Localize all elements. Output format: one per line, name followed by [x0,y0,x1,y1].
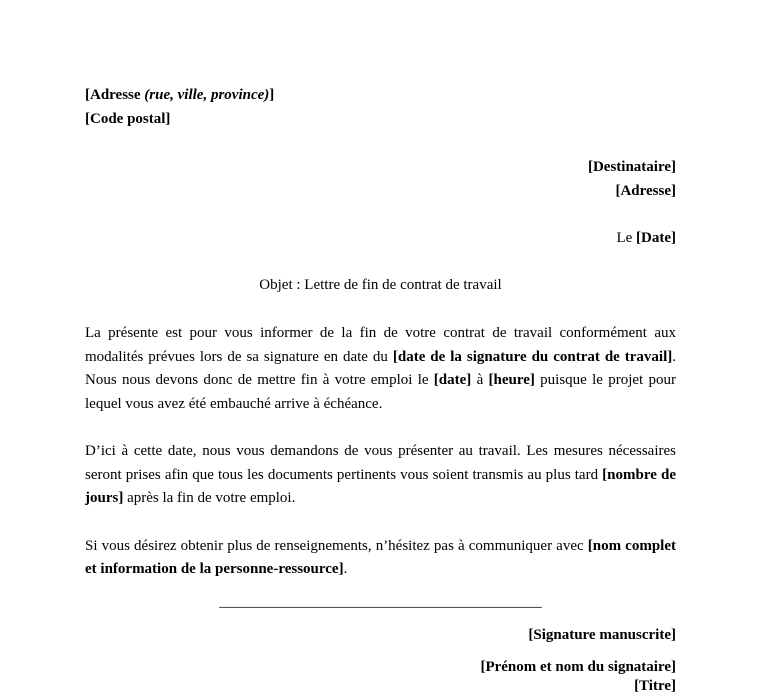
recipient-block [85,156,676,203]
recipient-name-placeholder: [Destinataire] [587,159,676,175]
text-run: . Nous nous devons donc de mettre fin à votre emploi le [85,348,677,388]
sender-address-detail-placeholder: (rue, ville, province) [144,87,270,103]
text-run: puisque le projet pour lequel vous avez été embauché arrive à échéance. [85,372,676,412]
text-run: La présente est pour vous informer de la fin de votre contrat de travail conformément aux modalités prévues lors de sa signature en date du [85,325,676,365]
recipient-address-placeholder: [Adresse] [615,182,676,199]
contract-signature-date-placeholder: [date de la signature du contrat de travail] [392,348,673,365]
end-date-placeholder: [date] [433,372,472,388]
sender-address-line [85,84,676,108]
body-paragraph-2 [85,440,676,511]
text-run: à [471,372,489,388]
body-paragraph-1 [85,322,676,416]
date-prefix: Le [616,230,637,246]
signatory-block [85,658,676,696]
signatory-title-placeholder: [Titre] [634,677,676,694]
sender-postal-code: [Code postal] [85,110,171,127]
subject-line: Objet : Lettre de fin de contrat de travail [259,276,502,293]
date-placeholder: [Date] [636,230,676,246]
date-line [85,227,676,251]
sender-address-suffix: ] [269,87,275,103]
text-run: . [343,561,348,577]
sender-address-prefix: [Adresse [85,87,145,103]
text-run: après la fin de votre emploi. [123,490,296,506]
text-run: Si vous désirez obtenir plus de renseignements, n’hésitez pas à communiquer avec [85,537,588,554]
end-time-placeholder: [heure] [488,372,535,388]
text-run: D’ici à cette date, nous vous demandons de vous présenter au travail. Les mesures nécessaires seront prises afin que tous les documents pertinents vous soient transmis au plus tard [85,443,676,483]
number-of-days-placeholder: [nombre de jours] [85,466,676,506]
signatory-name-placeholder: [Prénom et nom du signataire] [480,658,676,675]
contact-person-placeholder: [nom complet et information de la personne-ressource] [85,537,676,577]
signature-rule-line: ___________________________________________ [219,593,542,610]
body-paragraph-3 [85,535,676,582]
handwritten-signature-placeholder: [Signature manuscrite] [528,627,676,643]
sender-block [85,84,676,131]
